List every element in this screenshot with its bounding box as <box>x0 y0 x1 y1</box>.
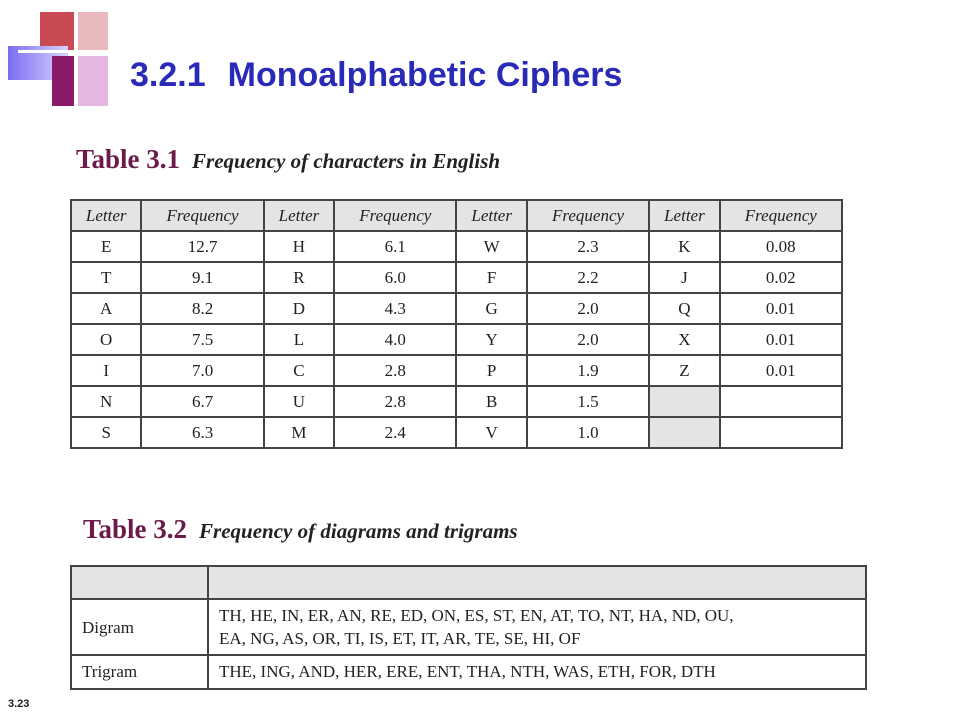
table-cell: V <box>456 417 526 448</box>
table-cell: N <box>71 386 141 417</box>
row-values-cell: THE, ING, AND, HER, ERE, ENT, THA, NTH, WAS, ETH, FOR, DTH <box>208 655 866 689</box>
table-cell: I <box>71 355 141 386</box>
header-cell: Letter <box>71 200 141 231</box>
table-cell: 2.0 <box>527 324 649 355</box>
table-cell: 1.0 <box>527 417 649 448</box>
table-cell: 4.3 <box>334 293 456 324</box>
table-header-row <box>71 200 842 231</box>
table-cell: 2.2 <box>527 262 649 293</box>
header-cell <box>71 566 208 599</box>
values-line: TH, HE, IN, ER, AN, RE, ED, ON, ES, ST, EN, AT, TO, NT, HA, ND, OU, <box>219 606 734 625</box>
header-cell: Letter <box>649 200 719 231</box>
table-cell: E <box>71 231 141 262</box>
table-cell: 0.08 <box>720 231 842 262</box>
decor-block-purple <box>52 56 74 106</box>
table-cell-empty <box>720 386 842 417</box>
table-cell: H <box>264 231 334 262</box>
table-cell: W <box>456 231 526 262</box>
table2-description: Frequency of diagrams and trigrams <box>199 519 518 543</box>
table-row <box>71 231 842 262</box>
table-row <box>71 386 842 417</box>
row-name-cell: Trigram <box>71 655 208 689</box>
header-cell: Letter <box>456 200 526 231</box>
table-cell: 9.1 <box>141 262 263 293</box>
table-cell-empty <box>649 386 719 417</box>
table2-caption <box>83 514 518 545</box>
table-cell: J <box>649 262 719 293</box>
decor-block-pink <box>78 12 108 50</box>
table-cell: M <box>264 417 334 448</box>
table-cell: K <box>649 231 719 262</box>
table-cell: Q <box>649 293 719 324</box>
table-cell: 0.01 <box>720 355 842 386</box>
section-number: 3.2.1 <box>130 56 206 94</box>
slide-number: 3.23 <box>8 698 30 710</box>
table-cell: U <box>264 386 334 417</box>
table-cell: S <box>71 417 141 448</box>
table-row <box>71 324 842 355</box>
table-cell: 1.9 <box>527 355 649 386</box>
table-cell: O <box>71 324 141 355</box>
table-cell: 2.3 <box>527 231 649 262</box>
section-title: Monoalphabetic Ciphers <box>227 56 623 94</box>
table-cell: 2.8 <box>334 355 456 386</box>
table-row <box>71 293 842 324</box>
table1-description: Frequency of characters in English <box>192 149 501 173</box>
table-cell: 6.3 <box>141 417 263 448</box>
table-cell: 0.01 <box>720 293 842 324</box>
values-line: EA, NG, AS, OR, TI, IS, ET, IT, AR, TE, SE, HI, OF <box>219 629 581 648</box>
table-row <box>71 417 842 448</box>
letter-frequency-table <box>70 199 843 449</box>
table-cell: P <box>456 355 526 386</box>
table-cell: 0.02 <box>720 262 842 293</box>
decor-horizontal-line <box>18 50 130 53</box>
header-cell: Frequency <box>527 200 649 231</box>
table-cell-empty <box>720 417 842 448</box>
table1-caption <box>76 144 500 175</box>
table-cell: L <box>264 324 334 355</box>
table-cell-empty <box>649 417 719 448</box>
table-cell: 7.0 <box>141 355 263 386</box>
header-cell: Letter <box>264 200 334 231</box>
table-cell: 6.7 <box>141 386 263 417</box>
header-cell: Frequency <box>334 200 456 231</box>
table-cell: X <box>649 324 719 355</box>
table-cell: 2.4 <box>334 417 456 448</box>
row-name-cell: Digram <box>71 599 208 655</box>
decor-vertical-line <box>74 10 77 108</box>
header-cell <box>208 566 866 599</box>
table-cell: 4.0 <box>334 324 456 355</box>
decor-block-red <box>40 12 74 50</box>
table-row <box>71 655 866 689</box>
table-row <box>71 262 842 293</box>
table-cell: 2.8 <box>334 386 456 417</box>
table-cell: 12.7 <box>141 231 263 262</box>
table-cell: Y <box>456 324 526 355</box>
table-cell: C <box>264 355 334 386</box>
header-cell: Frequency <box>141 200 263 231</box>
table1-label: Table 3.1 <box>76 144 181 174</box>
row-values-cell <box>208 599 866 655</box>
table-header-row <box>71 566 866 599</box>
table-row <box>71 599 866 655</box>
table-cell: 7.5 <box>141 324 263 355</box>
table-cell: Z <box>649 355 719 386</box>
decor-block-lilac <box>78 56 108 106</box>
table-cell: 0.01 <box>720 324 842 355</box>
table-cell: 1.5 <box>527 386 649 417</box>
table-cell: 6.0 <box>334 262 456 293</box>
digram-trigram-table <box>70 565 867 690</box>
table-row <box>71 355 842 386</box>
table2-label: Table 3.2 <box>83 514 188 544</box>
table-cell: G <box>456 293 526 324</box>
table-cell: 6.1 <box>334 231 456 262</box>
table-cell: R <box>264 262 334 293</box>
header-cell: Frequency <box>720 200 842 231</box>
table-cell: 8.2 <box>141 293 263 324</box>
table-cell: A <box>71 293 141 324</box>
table-cell: T <box>71 262 141 293</box>
table-cell: F <box>456 262 526 293</box>
table-cell: 2.0 <box>527 293 649 324</box>
page-title <box>130 56 622 95</box>
table-cell: D <box>264 293 334 324</box>
table-cell: B <box>456 386 526 417</box>
